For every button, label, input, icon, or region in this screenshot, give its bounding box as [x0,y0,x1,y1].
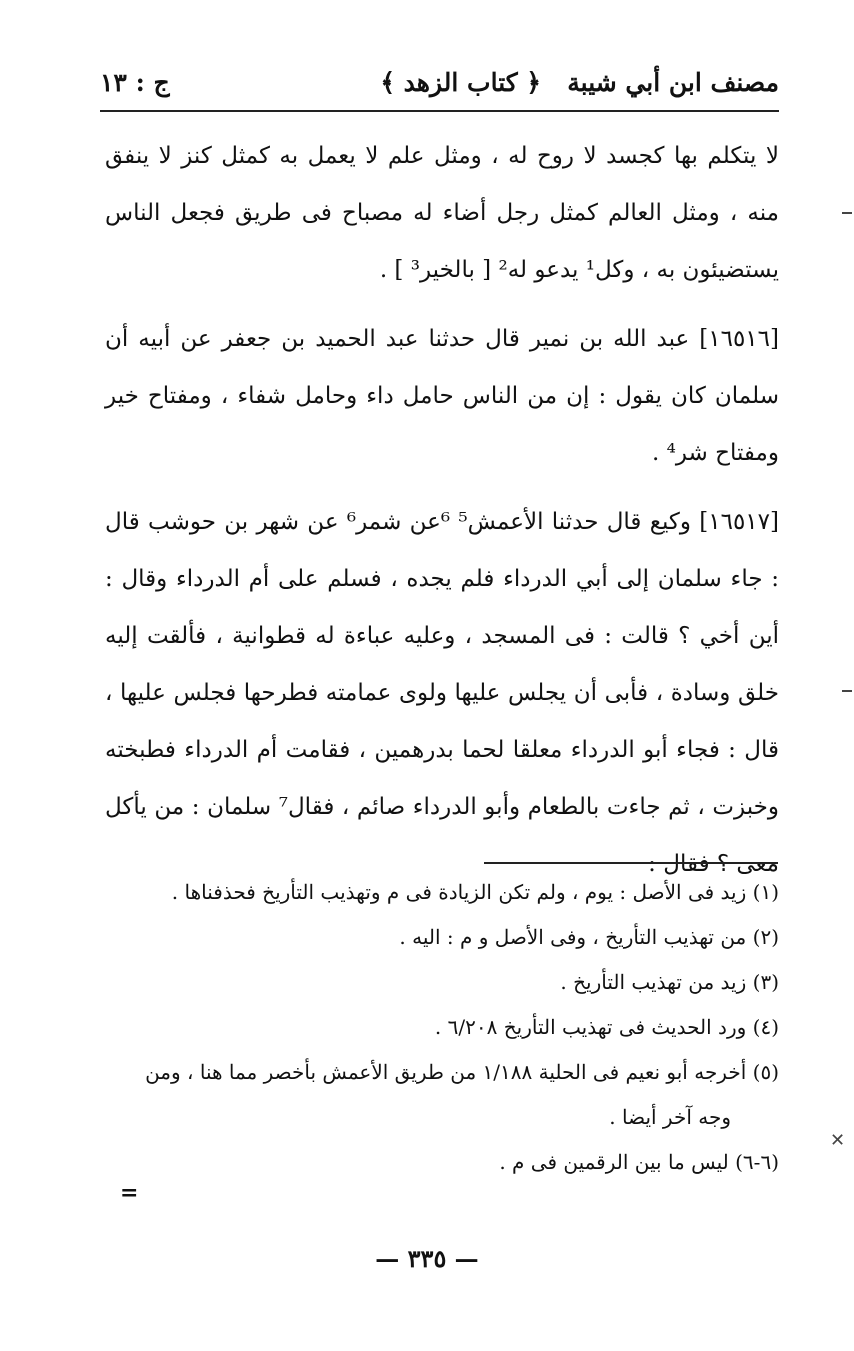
header-rule [100,110,779,112]
footnote-continuation: وجه آخر أيضا . [609,1105,731,1129]
main-text [105,128,779,905]
scan-cross-mark: ✕ [830,1130,846,1151]
paragraph: [١٦٥١٧] وكيع قال حدثنا الأعمش⁵ ⁶عن شمر⁶ عن شهر بن حوشب قال : جاء سلمان إلى أبي الدرداء فلم يجده ، فسلم على أم الدرداء وقال : أين أخي ؟ قالت : فى المسجد ، وعليه عباءة له قطوانية ، فألقت إليه خلق وسادة ، فأبى أن يجلس عليها ولوى عمامته فطرحها فجلس عليها ، قال : فجاء أبو الدرداء معلقا لحما بدرهمين ، فقامت أم الدرداء فطبخته وخبزت ، ثم جاءت بالطعام وأبو الدرداء صائم ، فقال⁷ سلمان : من يأكل معى ؟ فقال : [105,509,779,877]
book-title: مصنف ابن أبي شيبة [567,68,779,97]
footnote: (٥) أخرجه أبو نعيم فى الحلية ١/١٨٨ من طريق الأعمش بأخصر مما هنا ، ومن [145,1060,779,1084]
footnote: (٣) زيد من تهذيب التأريخ . [560,970,779,994]
footnotes [102,870,779,1185]
footnote: (٤) ورد الحديث فى تهذيب التأريخ ٦/٢٠٨ . [434,1015,779,1039]
footnote: (٦-٦) ليس ما بين الرقمين فى م . [499,1150,779,1174]
continuation-marker: = [120,1180,139,1206]
scan-margin-mark [842,690,852,692]
footnote-rule [484,862,778,864]
footnote: (١) زيد فى الأصل : يوم ، ولم تكن الزيادة فى م وتهذيب التأريخ فحذفناها . [171,880,779,904]
scan-margin-mark [842,212,852,214]
page-number: — ٣٣٥ — [375,1244,479,1273]
paragraph: [١٦٥١٦] عبد الله بن نمير قال حدثنا عبد الحميد بن جعفر عن أبيه أن سلمان كان يقول : إن من الناس حامل داء وحامل شفاء ، ومفتاح خير ومفتاح شر⁴ . [105,326,779,466]
paragraph: لا يتكلم بها كجسد لا روح له ، ومثل علم لا يعمل به كمثل كنز لا ينفق منه ، ومثل العالم كمثل رجل أضاء له مصباح فى طريق فجعل الناس يستضيئون به ، وكل¹ يدعو له² [ بالخير³ ] . [105,143,779,283]
running-header [100,62,779,110]
volume-number: ج : ١٣ [100,68,170,97]
section-title: ﴿ كتاب الزهد ﴾ [380,68,541,97]
footnote: (٢) من تهذيب التأريخ ، وفى الأصل و م : اليه . [399,925,779,949]
